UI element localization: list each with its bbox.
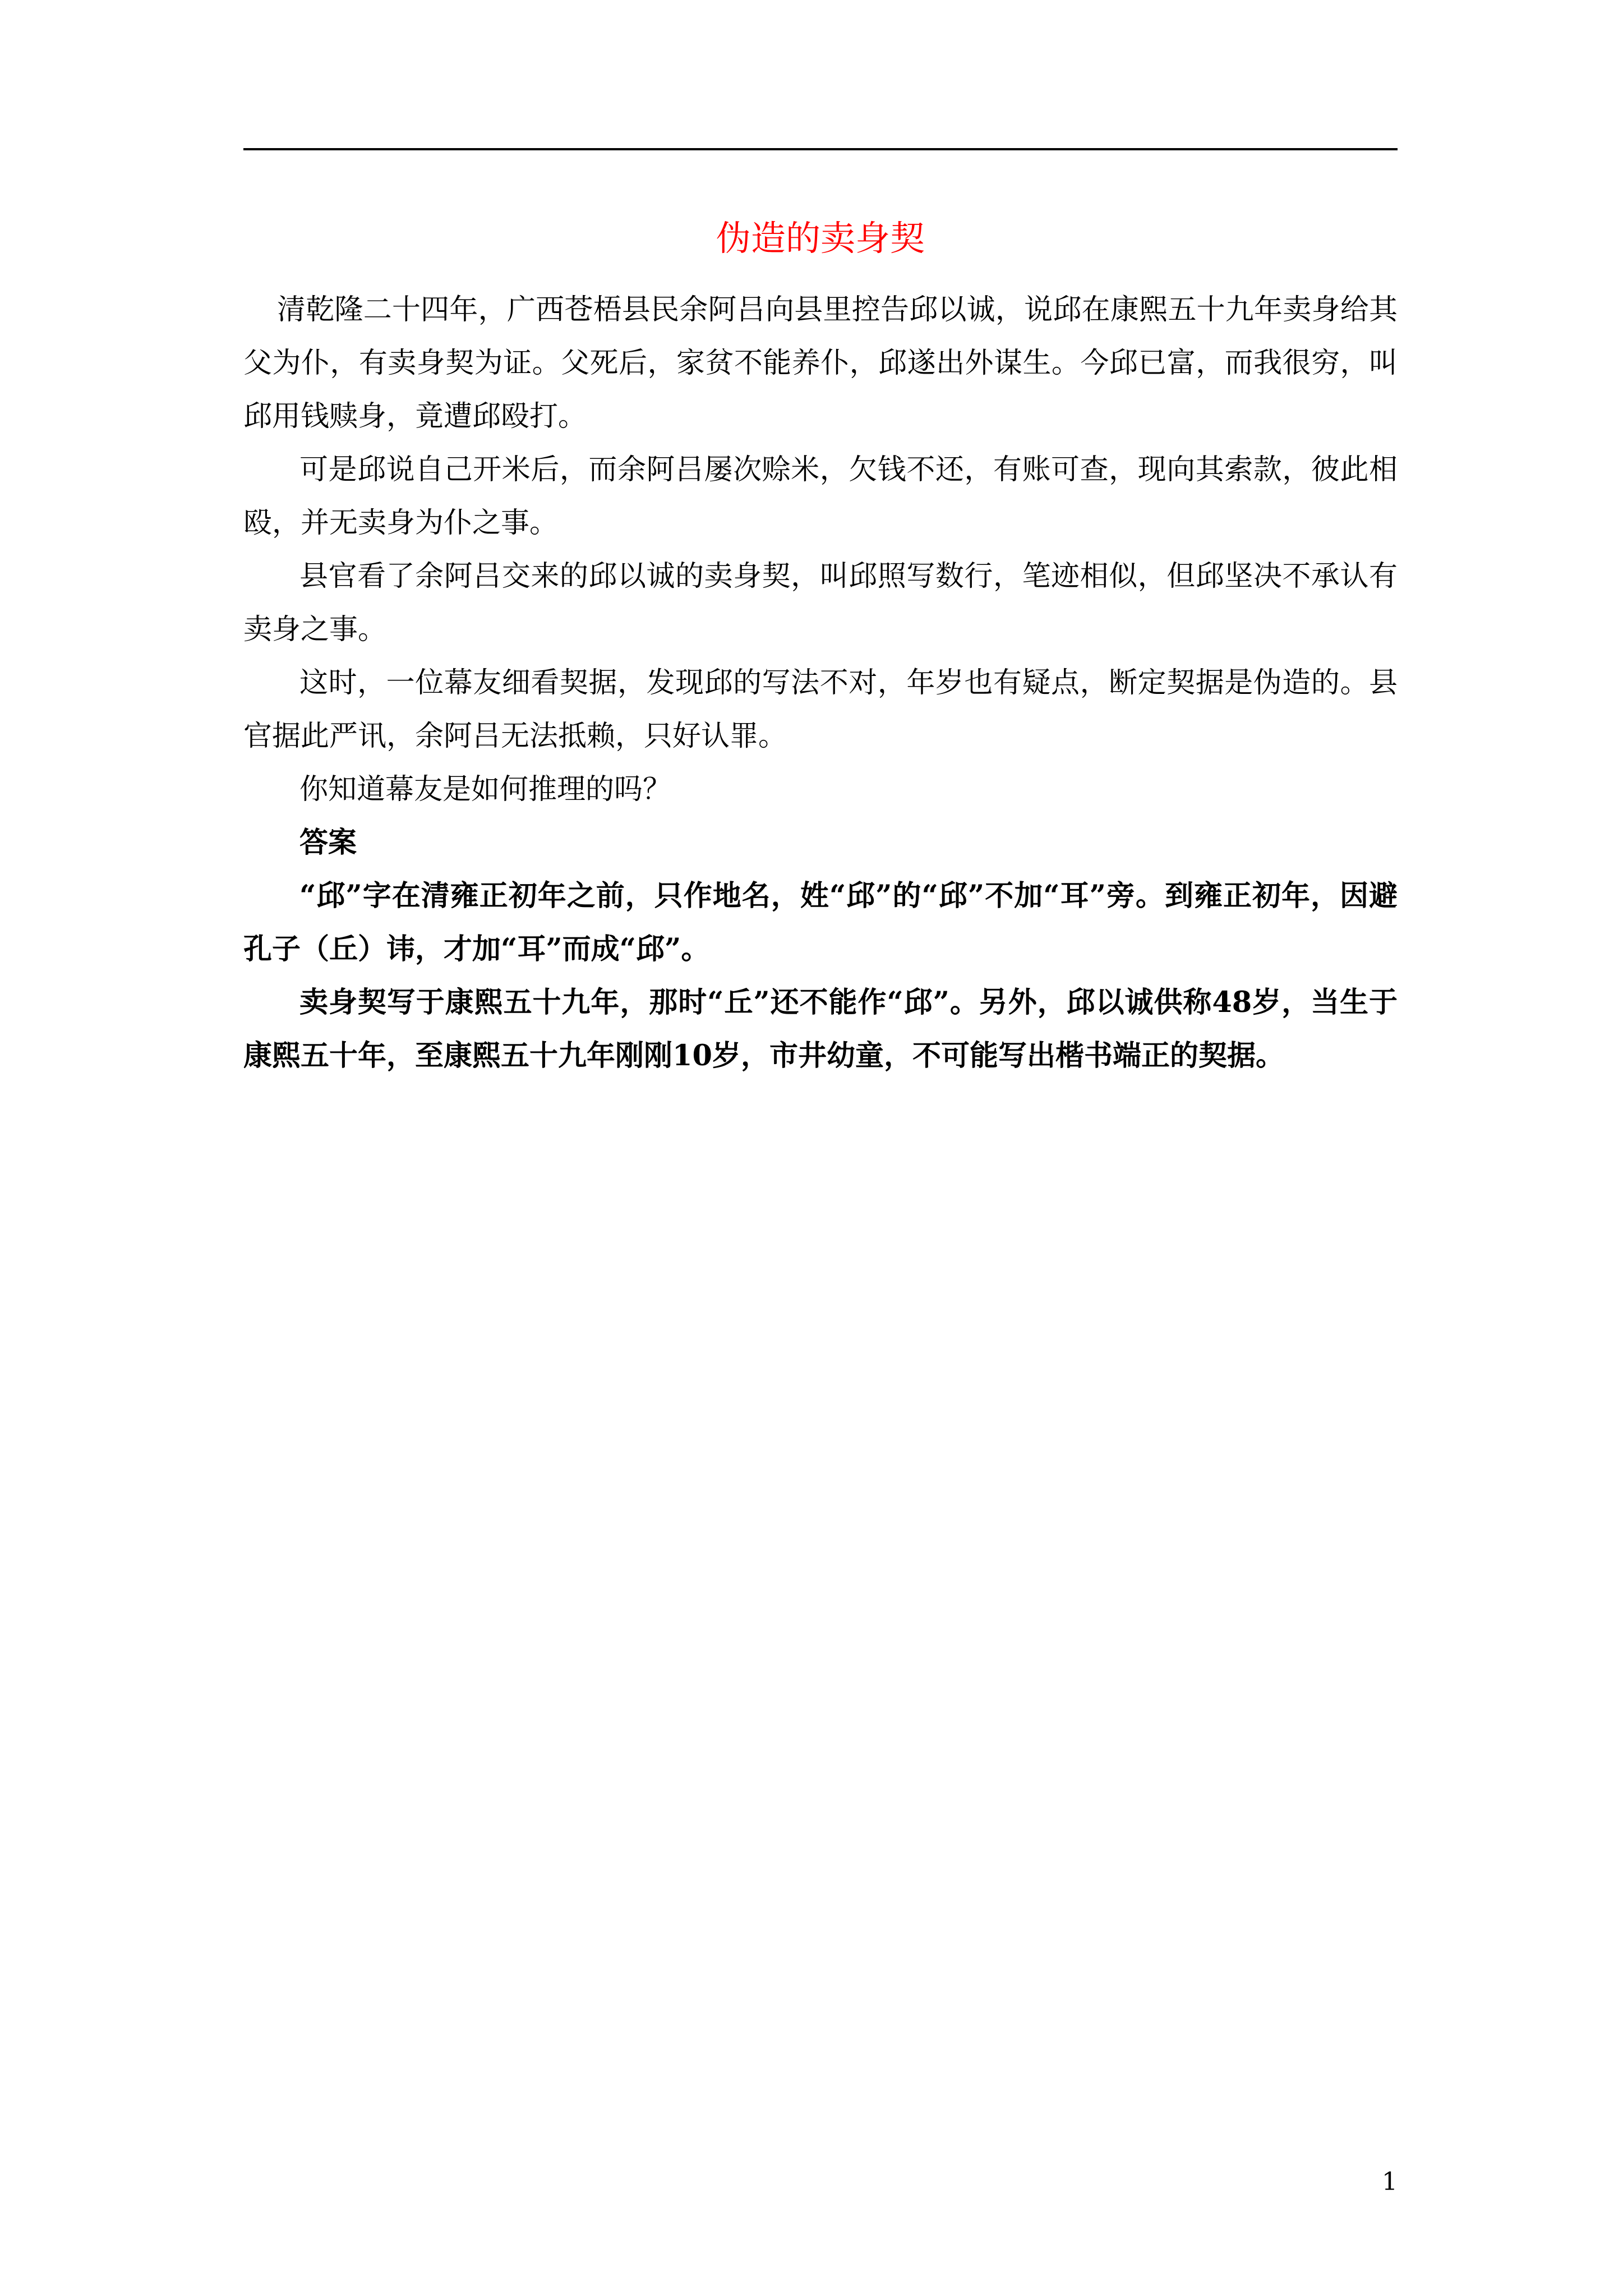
question: 你知道幕友是如何推理的吗？ <box>299 773 672 806</box>
answer-heading: 答案 <box>299 826 357 859</box>
answer-paragraph-1: “邱”字在清雍正初年之前，只作地名，姓“邱”的“邱”不加“耳”旁。到雍正初年，因避孔子（丘）讳，才加“耳”而成“邱”。 <box>243 879 1398 966</box>
paragraph-3: 县官看了余阿吕交来的邱以诚的卖身契，叫邱照写数行，笔迹相似，但邱坚决不承认有卖身之事。 <box>243 560 1398 646</box>
paragraph-1: 清乾隆二十四年，广西苍梧县民余阿吕向县里控告邱以诚，说邱在康熙五十九年卖身给其父为仆，有卖身契为证。父死后，家贫不能养仆，邱遂出外谋生。今邱已富，而我很穷，叫邱用钱赎身，竟遭邱殴打。 <box>243 293 1398 433</box>
document-body <box>243 283 1398 1083</box>
answer-paragraph-2: 卖身契写于康熙五十九年，那时“丘”还不能作“邱”。另外，邱以诚供称48岁，当生于康熙五十年，至康熙五十九年刚刚10岁，市井幼童，不可能写出楷书端正的契据。 <box>243 986 1398 1073</box>
paragraph-4: 这时，一位幕友细看契据，发现邱的写法不对，年岁也有疑点，断定契据是伪造的。县官据此严讯，余阿吕无法抵赖，只好认罪。 <box>243 666 1398 753</box>
document-title: 伪造的卖身契 <box>716 218 925 259</box>
paragraph-2: 可是邱说自己开米后，而余阿吕屡次赊米，欠钱不还，有账可查，现向其索款，彼此相殴，并无卖身为仆之事。 <box>243 453 1398 540</box>
page-number: 1 <box>1382 2168 1398 2196</box>
header-rule <box>243 148 1398 150</box>
